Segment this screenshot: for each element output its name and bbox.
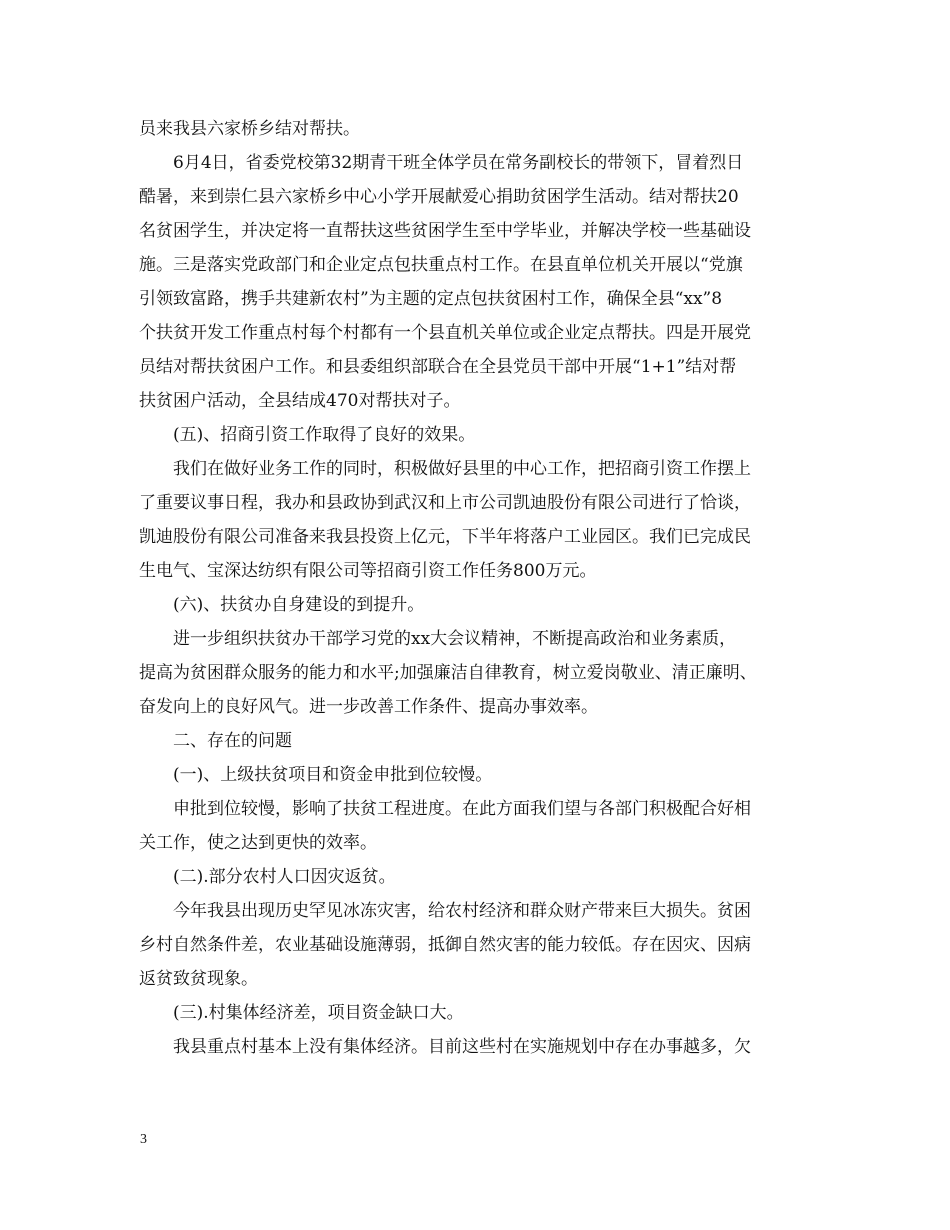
text-line: 了重要议事日程，我办和县政协到武汉和上市公司凯迪股份有限公司进行了恰谈， bbox=[139, 493, 751, 513]
text-line: 凯迪股份有限公司准备来我县投资上亿元，下半年将落户工业园区。我们已完成民 bbox=[139, 527, 751, 547]
text-line: 员结对帮扶贫困户工作。和县委组织部联合在全县党员干部中开展“1+1”结对帮 bbox=[139, 357, 737, 377]
text-line: 返贫致贫现象。 bbox=[139, 969, 258, 989]
text-line: 乡村自然条件差，农业基础设施薄弱，抵御自然灾害的能力较低。存在因灾、因病 bbox=[139, 935, 751, 955]
text-line: 酷暑，来到崇仁县六家桥乡中心小学开展献爱心捐助贫困学生活动。结对帮扶20 bbox=[139, 187, 739, 207]
text-line: 员来我县六家桥乡结对帮扶。 bbox=[139, 119, 360, 139]
text-line: 生电气、宝深达纺织有限公司等招商引资工作任务800万元。 bbox=[139, 561, 597, 581]
text-line: 引领致富路，携手共建新农村”为主题的定点包扶贫困村工作，确保全县“xx”8 bbox=[139, 289, 723, 309]
text-line: 申批到位较慢，影响了扶贫工程进度。在此方面我们望与各部门积极配合好相 bbox=[173, 799, 751, 819]
text-line: 名贫困学生，并决定将一直帮扶这些贫困学生至中学毕业，并解决学校一些基础设 bbox=[139, 221, 751, 241]
section-heading: (五)、招商引资工作取得了良好的效果。 bbox=[173, 425, 476, 445]
page-number: 3 bbox=[140, 1132, 147, 1147]
text-line: 扶贫困户活动，全县结成470对帮扶对子。 bbox=[139, 391, 461, 411]
section-heading: (三).村集体经济差，项目资金缺口大。 bbox=[173, 1003, 464, 1023]
text-line: 今年我县出现历史罕见冰冻灾害，给农村经济和群众财产带来巨大损失。贫困 bbox=[173, 901, 751, 921]
text-line: 进一步组织扶贫办干部学习党的xx大会议精神，不断提高政治和业务素质， bbox=[173, 629, 737, 649]
text-line: 施。三是落实党政部门和企业定点包扶重点村工作。在县直单位机关开展以“党旗 bbox=[139, 255, 743, 275]
section-heading: (一)、上级扶贫项目和资金申批到位较慢。 bbox=[173, 765, 493, 785]
text-line: 关工作，使之达到更快的效率。 bbox=[139, 833, 377, 853]
section-heading: (二).部分农村人口因灾返贫。 bbox=[173, 867, 396, 887]
section-heading: 二、存在的问题 bbox=[173, 731, 292, 751]
text-line: 6月4日，省委党校第32期青干班全体学员在常务副校长的带领下，冒着烈日 bbox=[173, 153, 744, 173]
section-heading: (六)、扶贫办自身建设的到提升。 bbox=[173, 595, 425, 615]
text-line: 我县重点村基本上没有集体经济。目前这些村在实施规划中存在办事越多，欠 bbox=[173, 1037, 751, 1057]
text-line: 我们在做好业务工作的同时，积极做好县里的中心工作，把招商引资工作摆上 bbox=[173, 459, 751, 479]
text-line: 奋发向上的良好风气。进一步改善工作条件、提高办事效率。 bbox=[139, 697, 598, 717]
text-line: 个扶贫开发工作重点村每个村都有一个县直机关单位或企业定点帮扶。四是开展党 bbox=[139, 323, 751, 343]
document-body bbox=[139, 112, 819, 1064]
text-line: 提高为贫困群众服务的能力和水平;加强廉洁自律教育，树立爱岗敬业、清正廉明、 bbox=[139, 663, 757, 683]
